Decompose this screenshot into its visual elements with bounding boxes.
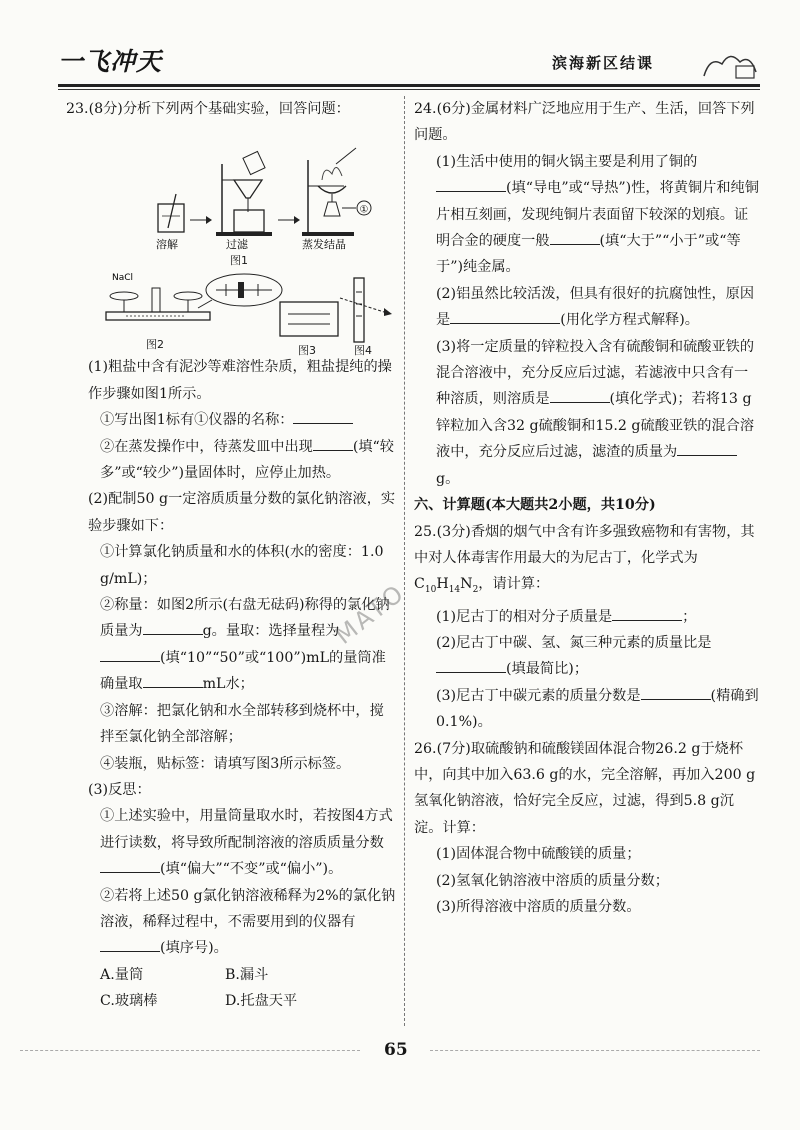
q25-part2 [414, 630, 759, 683]
q25-stem-post: ，请计算： [478, 576, 550, 593]
answer-blank[interactable] [100, 858, 160, 873]
option-b: B.漏斗 [225, 966, 269, 983]
q23-part3a-pre: ①上述实验中，用量筒量取水时，若按图4方式进行读数，将导致所配制溶液的溶质质量分数 [100, 808, 393, 851]
q25-part2-text: (2)尼古丁中碳、氢、氮三种元素的质量比是 [436, 634, 712, 651]
q24-part2 [414, 281, 759, 334]
q23-part2: (2)配制50 g一定溶质质量分数的氯化钠溶液，实验步骤如下： [88, 491, 396, 534]
figure-1-drawing [66, 124, 396, 256]
q24-stem: 24.(6分)金属材料广泛地应用于生产、生活，回答下列问题。 [414, 101, 755, 144]
q24-part3 [414, 334, 759, 492]
option-c: C.玻璃棒 [100, 993, 158, 1010]
answer-blank[interactable] [293, 409, 353, 424]
q23-part2b-post: mL水； [202, 676, 254, 693]
answer-blank[interactable] [641, 685, 711, 700]
q24-part1-mid: (填“导电”或“导热”)性，将黄铜片和纯铜片相互刻画，发现纯铜片表面留下较深的划痕。证明合金的硬度一般 [436, 180, 759, 250]
q25-part3-text: (3)尼古丁中碳元素的质量分数是 [436, 687, 641, 704]
answer-blank[interactable] [313, 436, 353, 451]
answer-blank[interactable] [436, 658, 506, 673]
q23-part1b-post: (填“较多”或“较少”)量固体时，应停止加热。 [100, 438, 394, 482]
q25-sub-h: 14 [448, 585, 461, 596]
header-series: 滨海新区结课 [552, 54, 655, 72]
fig2-caption: 图2 [146, 338, 164, 352]
q23-part3b-pre: ②若将上述50 g氯化钠溶液稀释为2%的氯化钠溶液，稀释过程中，不需要用到的仪器有 [100, 887, 396, 930]
q23-part1b [66, 434, 396, 487]
answer-blank[interactable] [143, 673, 203, 688]
fig1-label-filter: 过滤 [226, 238, 248, 252]
fig1-caption: 图1 [230, 254, 248, 268]
fig4-caption: 图4 [354, 344, 372, 358]
q23-part2a: ①计算氯化钠质量和水的体积(水的密度：1.0 g/mL)； [100, 544, 384, 587]
header-rule [58, 84, 760, 87]
right-column [414, 96, 759, 920]
q26-part1: (1)固体混合物中硫酸镁的质量； [436, 846, 641, 863]
q24-part1-post: (填“大于”“小于”或“等于”)纯金属。 [436, 233, 741, 276]
q24-part2-pre: (2)铝虽然比较活泼，但具有很好的抗腐蚀性，原因是 [436, 285, 755, 329]
q23-part1b-pre: ②在蒸发操作中，待蒸发皿中出现 [100, 438, 313, 455]
q23-part2c: ③溶解：把氯化钠和水全部转移到烧杯中，搅拌至氯化钠全部溶解； [100, 702, 384, 746]
q25-stem-pre: 25.(3分)香烟的烟气中含有许多强致癌物和有害物，其中对人体毒害作用最大的为尼古丁，化学式为C [414, 523, 755, 593]
q25-h: H [436, 576, 449, 593]
q23-part1a-text: ①写出图1标有①仪器的名称： [100, 412, 294, 429]
q24-part2-post: (用化学方程式解释)。 [560, 312, 699, 329]
q23-part3: (3)反思： [88, 781, 151, 798]
answer-blank[interactable] [436, 177, 506, 192]
answer-blank[interactable] [550, 230, 600, 245]
q24-part3-pre: (3)将一定质量的锌粒投入含有硫酸铜和硫酸亚铁的混合溶液中，充分反应后过滤，若滤液中只含有一种溶质，则溶质是 [436, 338, 755, 408]
column-divider [404, 96, 405, 1026]
footer-rule-right [430, 1050, 760, 1051]
left-column [66, 96, 396, 1015]
mascot-icon [700, 46, 760, 82]
q26-part2: (2)氢氧化钠溶液中溶质的质量分数； [436, 872, 669, 889]
section-title: 六、计算题(本大题共2小题，共10分) [414, 497, 656, 514]
q23-part3b-post: (填序号)。 [160, 940, 228, 957]
answer-blank[interactable] [550, 388, 610, 403]
option-a: A.量筒 [100, 966, 144, 983]
answer-blank[interactable] [612, 606, 682, 621]
answer-blank[interactable] [677, 441, 737, 456]
q25-part3 [414, 683, 759, 736]
q23-stem: 23.(8分)分析下列两个基础实验，回答问题： [66, 101, 350, 117]
q26-stem: 26.(7分)取硫酸钠和硫酸镁固体混合物26.2 g于烧杯中，向其中加入63.6 g的水，完全溶解，再加入200 g氢氧化钠溶液，恰好完全反应，过滤，得到5.8 g沉淀。计算： [414, 740, 756, 836]
q25-stem [414, 519, 759, 604]
header-rule-thin [58, 89, 760, 90]
q23-part3b [66, 883, 396, 962]
q24-part1-pre: (1)生活中使用的铜火锅主要是利用了铜的 [436, 153, 698, 170]
q24-part3-post: g。 [436, 470, 460, 487]
fig3-caption: 图3 [298, 344, 316, 358]
q23-part3a-post: (填“偏大”“不变”或“偏小”)。 [160, 861, 343, 878]
fig1-label-dissolve: 溶解 [156, 238, 178, 252]
watermark: MATO [329, 578, 411, 650]
q23-part2b-pre: ②称量：如图2所示(右盘无砝码)称得的氯化钠质量为 [100, 597, 390, 640]
footer-rule-left [20, 1050, 360, 1051]
q25-n: N [460, 576, 473, 593]
q25-sub-n: 2 [472, 585, 479, 596]
q23-part1a [66, 407, 396, 433]
fig1-label-evaporate: 蒸发结晶 [302, 238, 346, 252]
q23-part2d: ④装瓶，贴标签：请填写图3所示标签。 [100, 755, 351, 772]
q23-part2b-mid: g。量取：选择量程为 [202, 623, 340, 640]
q24-part3-mid: (填化学式)；若将13 g锌粒加入含32 g硫酸铜和15.2 g硫酸亚铁的混合溶液中，充分反应后过滤，滤渣的质量为 [436, 391, 755, 461]
fig1-marker: ① [359, 204, 369, 216]
figure-2-3-4-drawing [66, 268, 396, 352]
q25-part2-post: (填最简比)； [506, 661, 589, 678]
answer-blank[interactable] [100, 647, 160, 662]
figure-2-3-4 [66, 268, 396, 358]
fig2-nacl-label: NaCl [112, 273, 134, 284]
q26-part3: (3)所得溶液中溶质的质量分数。 [436, 899, 641, 916]
option-d: D.托盘天平 [225, 993, 298, 1010]
q25-part1-text: (1)尼古丁的相对分子质量是 [436, 608, 613, 625]
q25-sub-c: 10 [424, 585, 437, 596]
answer-blank[interactable] [450, 309, 560, 324]
q24-part1 [414, 149, 759, 281]
q25-part1 [414, 604, 759, 630]
answer-blank[interactable] [100, 937, 160, 952]
q25-part3-post: (精确到0.1%)。 [436, 687, 759, 731]
answer-blank[interactable] [143, 620, 203, 635]
figure-1 [66, 124, 396, 268]
q23-part3a [66, 803, 396, 882]
q23-options-row2 [66, 988, 396, 1014]
q23-part1: (1)粗盐中含有泥沙等难溶性杂质，粗盐提纯的操作步骤如图1所示。 [88, 359, 392, 402]
header-brand: 一飞冲天 [58, 47, 163, 76]
q25-part1-post: ； [682, 608, 697, 625]
page-number: 65 [384, 1040, 408, 1060]
q23-part2b-mid2: (填“10”“50”或“100”)mL的量筒准确量取 [100, 649, 386, 693]
q23-options-row1 [66, 962, 396, 988]
